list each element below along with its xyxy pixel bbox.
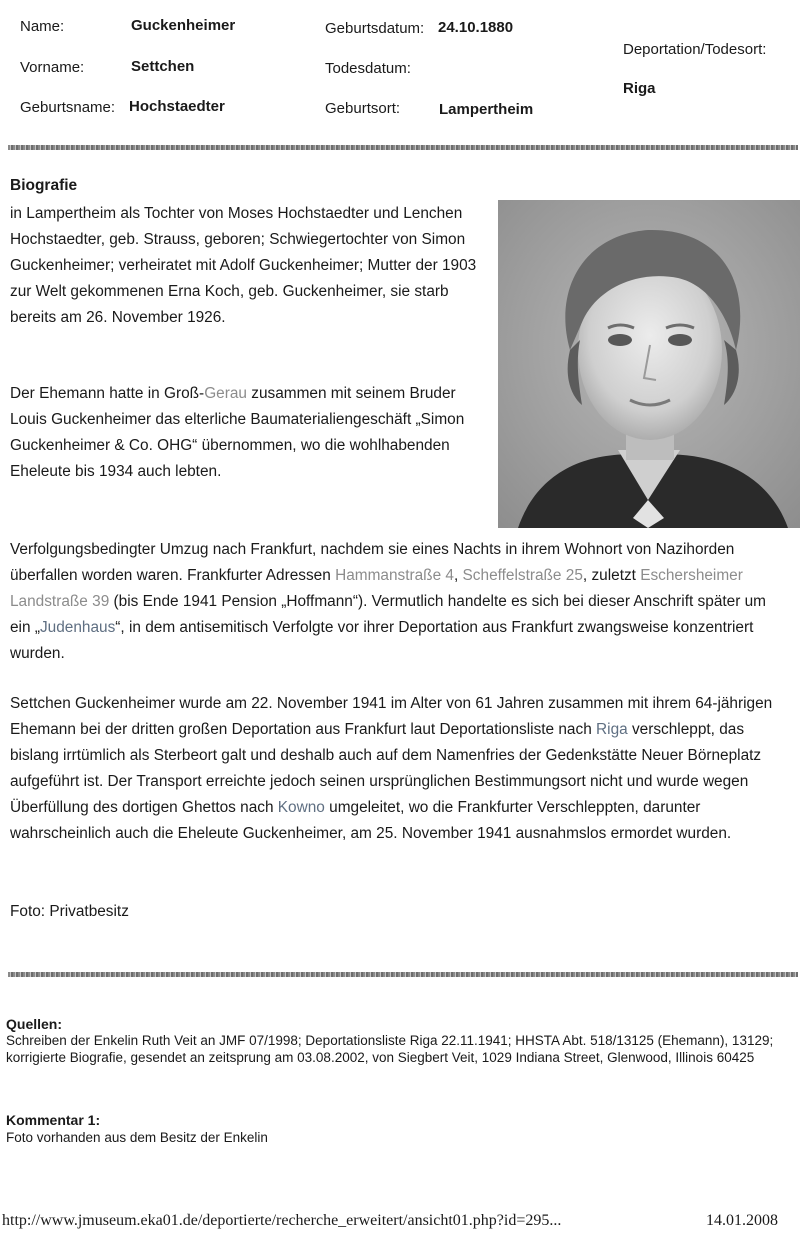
bio-paragraph-3 (10, 537, 790, 667)
comment-text: Foto vorhanden aus dem Besitz der Enkelin (6, 1130, 268, 1145)
deportation-value: Riga (623, 80, 656, 97)
todesdatum-label: Todesdatum: (325, 60, 411, 77)
bio-p4-text-c: umgeleitet, wo die Frankfurter Verschleppten, darunter wahrscheinlich auch die Eheleute Guckenheimer, am 25. November 1941 ausnahmslos ermordet wurden. (10, 799, 732, 842)
link-hammanstrasse[interactable]: Hammanstraße 4 (335, 567, 454, 584)
geburtsdatum-label: Geburtsdatum: (325, 20, 425, 37)
bio-p3-text-c: (bis Ende 1941 Pension „Hoffmann“). Vermutlich handelte es sich bei dieser Anschrift später um ein „ (10, 593, 766, 636)
vorname-value: Settchen (131, 58, 195, 75)
bio-p3-text-b: , zuletzt (582, 567, 641, 584)
link-scheffelstrasse[interactable]: Scheffelstraße 25 (462, 567, 583, 584)
sources-heading: Quellen: (6, 1016, 63, 1032)
bio-paragraph-1: in Lampertheim als Tochter von Moses Hochstaedter und Lenchen Hochstaedter, geb. Strauss, geboren; Schwiegertochter von Simon Guckenheimer; verheiratet mit Adolf Guckenheimer; Mutter der 1903 zur Welt gekommenen Erna Koch, geb. Guckenheimer, sie starb bereits am 26. November 1926. (10, 205, 477, 326)
footer-date: 14.01.2008 (706, 1212, 778, 1229)
bio-p4-text-a: Settchen Guckenheimer wurde am 22. November 1941 im Alter von 61 Jahren zusammen mit ihrem 64-jährigen Ehemann bei der dritten großen Deportation aus Frankfurt laut Deportationsliste nach (10, 695, 773, 738)
link-eschersheimer-landstrasse[interactable]: Eschersheimer Landstraße 39 (10, 567, 743, 610)
deportation-label: Deportation/Todesort: (623, 41, 767, 58)
link-gerau[interactable]: Gerau (204, 385, 247, 402)
bio-paragraph-2 (10, 381, 485, 485)
footer-url[interactable]: http://www.jmuseum.eka01.de/deportierte/recherche_erweitert/ansicht01.php?id=295... (2, 1212, 562, 1229)
divider-top (8, 145, 798, 150)
geburtsname-label: Geburtsname: (20, 99, 116, 116)
name-label: Name: (20, 18, 65, 35)
name-value: Guckenheimer (131, 17, 236, 34)
sources-text: Schreiben der Enkelin Ruth Veit an JMF 07/1998; Deportationsliste Riga 22.11.1941; HHSTA Abt. 518/13125 (Ehemann), 13129; korrigierte Biografie, gesendet an zeitsprung am 03.08.2002, von Siegbert Veit, 1029 Indiana Street, Glenwood, Illinois 60425 (6, 1033, 774, 1065)
portrait-photo (498, 200, 800, 528)
bio-p4-text-b: verschleppt, das bislang irrtümlich als Sterbeort galt und deshalb auch auf dem Namenfries der Gedenkstätte Neuer Börneplatz aufgeführt ist. Der Transport erreichte jedoch seinen ursprünglichen Bestimmungsort nicht und wurde wegen Überfüllung des dortigen Ghettos nach (10, 721, 762, 816)
geburtsort-value: Lampertheim (439, 101, 534, 118)
bio-p3-text-d: “, in dem antisemitisch Verfolgte vor ihrer Deportation aus Frankfurt zwangsweise konzentriert wurden. (10, 619, 754, 662)
bio-p3-sep: , (453, 567, 463, 584)
portrait-photo-drawing (498, 200, 800, 528)
bio-p3-text-a: Verfolgungsbedingter Umzug nach Frankfurt, nachdem sie eines Nachts in ihrem Wohnort von Nazihorden überfallen worden waren. Frankfurter Adressen (10, 541, 735, 584)
biography-heading: Biografie (10, 177, 78, 194)
bio-paragraph-4 (10, 691, 795, 847)
vorname-label: Vorname: (20, 59, 85, 76)
geburtsdatum-value: 24.10.1880 (438, 19, 514, 36)
link-kowno[interactable]: Kowno (277, 799, 325, 816)
divider-bottom (8, 972, 798, 977)
bio-p2-text-a: Der Ehemann hatte in Groß- (10, 385, 205, 402)
geburtsort-label: Geburtsort: (325, 100, 401, 117)
comment-heading: Kommentar 1: (6, 1112, 101, 1128)
photo-credit: Foto: Privatbesitz (10, 903, 129, 920)
link-judenhaus[interactable]: Judenhaus (39, 619, 116, 636)
geburtsname-value: Hochstaedter (129, 98, 225, 115)
bio-p2-text-b: zusammen mit seinem Bruder Louis Guckenheimer das elterliche Baumaterialiengeschäft „Simon Guckenheimer & Co. OHG“ übernommen, wo die wohlhabenden Eheleute bis 1934 auch lebten. (10, 385, 465, 480)
link-riga[interactable]: Riga (596, 721, 628, 738)
